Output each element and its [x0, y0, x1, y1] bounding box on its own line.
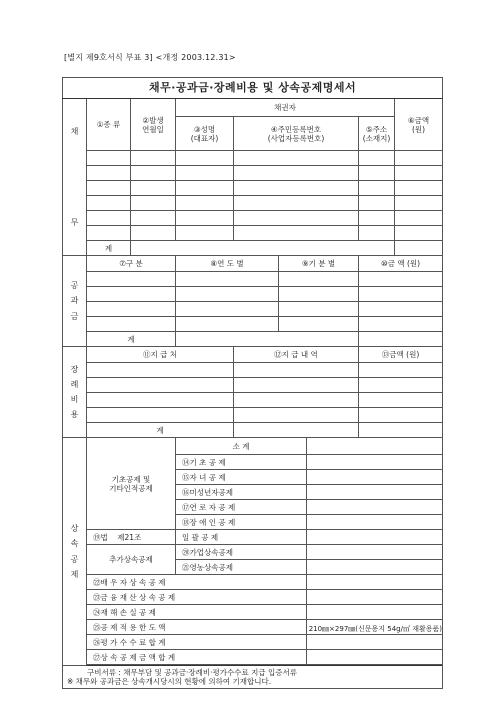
spouse-deduction-label: ㉒배 우 자 상 속 공 제 [87, 575, 307, 590]
tax-type-header: ⑦구 분 [87, 256, 176, 272]
deduction-label: 상 속 공 제 [70, 524, 79, 579]
tax-amount-field[interactable] [359, 302, 443, 317]
creditor-name-header: ③성명 (대표자) [176, 117, 234, 151]
deduction-section-label [63, 438, 87, 666]
creditor-regno-field[interactable] [234, 196, 359, 211]
deduction-subtotal-amount[interactable] [307, 438, 443, 455]
debt-type-field[interactable] [87, 181, 131, 196]
debt-amount-field[interactable] [395, 211, 443, 226]
table-row [63, 302, 443, 317]
farming-deduction-label: ㉑영농상속공제 [176, 560, 307, 575]
disaster-loss-deduction-label: ㉔재 해 손 실 공 제 [87, 605, 307, 620]
debt-type-field[interactable] [87, 151, 131, 166]
tax-period-field[interactable] [279, 272, 359, 287]
debt-type-field[interactable] [87, 211, 131, 226]
funeral-detail-field[interactable] [234, 363, 359, 378]
funeral-detail-header: ⑫지 급 내 역 [234, 347, 359, 363]
debt-date-field[interactable] [131, 151, 176, 166]
funeral-amount-field[interactable] [359, 408, 443, 423]
debt-date-field[interactable] [131, 181, 176, 196]
paper-size-note: 210㎜×297㎜(신문용지 54g/㎡ 재활용품) [308, 625, 442, 633]
debt-date-field[interactable] [131, 166, 176, 181]
tax-amount-header: ⑩금 액 (원) [359, 256, 443, 272]
funeral-payee-field[interactable] [87, 408, 234, 423]
table-row [63, 317, 443, 332]
funeral-payee-field[interactable] [87, 363, 234, 378]
funeral-total-amount[interactable] [359, 423, 443, 438]
basic-deduction-group: 기초공제 및 기타인적공제 [87, 438, 176, 530]
tax-amount-field[interactable] [359, 317, 443, 332]
creditor-name-field[interactable] [176, 151, 234, 166]
debt-date-field[interactable] [131, 211, 176, 226]
financial-asset-deduction-amount[interactable] [307, 590, 443, 605]
creditor-regno-field[interactable] [234, 211, 359, 226]
farming-deduction-amount[interactable] [307, 560, 443, 575]
debt-total-blank [131, 241, 395, 256]
debt-amount-field[interactable] [395, 226, 443, 241]
basic-deduction-amount[interactable] [307, 455, 443, 470]
debt-section-label [63, 99, 87, 256]
funeral-total-label: 계 [87, 423, 234, 438]
tax-type-field[interactable] [87, 272, 176, 287]
table-row [63, 408, 443, 423]
form-title: 채무·공과금·장례비용 및 상속공제명세서 [63, 78, 443, 99]
tax-amount-field[interactable] [359, 287, 443, 302]
tax-year-field[interactable] [176, 302, 279, 317]
tax-amount-field[interactable] [359, 272, 443, 287]
funeral-amount-field[interactable] [359, 363, 443, 378]
creditor-regno-field[interactable] [234, 181, 359, 196]
table-row [63, 196, 443, 211]
debt-amount-field[interactable] [395, 196, 443, 211]
debt-label: 채 무 [70, 126, 79, 227]
debt-amount-field[interactable] [395, 181, 443, 196]
required-documents-note: 구비서류 : 채무부담 및 공과금·장례비·평가수수료 지급 입증서류 [87, 668, 297, 677]
creditor-regno-header: ④주민등록번호 (사업자등록번호) [234, 117, 359, 151]
deduction-limit-label: ㉕공 제 적 용 한 도 액 [87, 620, 307, 635]
lump-sum-law-label: ⑲법 제21조 [87, 530, 176, 545]
table-row [63, 393, 443, 408]
form-notes [63, 666, 443, 689]
creditor-address-field[interactable] [359, 211, 395, 226]
tax-total-blank [176, 332, 359, 347]
family-business-deduction-label: ⑳가업상속공제 [176, 545, 307, 560]
tax-type-field[interactable] [87, 302, 176, 317]
tax-period-field[interactable] [279, 317, 359, 332]
debt-type-header: ①종 류 [87, 99, 131, 151]
creditor-address-header: ⑤주소 (소재지) [359, 117, 395, 151]
elderly-deduction-amount[interactable] [307, 500, 443, 515]
funeral-amount-header: ⑬금액 (원) [359, 347, 443, 363]
disabled-deduction-label: ⑱장 애 인 공 제 [176, 515, 307, 530]
tax-period-header: ⑨기 분 별 [279, 256, 359, 272]
creditor-address-field[interactable] [359, 196, 395, 211]
lump-sum-deduction-amount[interactable] [307, 530, 443, 545]
financial-asset-deduction-label: ㉓금 융 재 산 상 속 공 제 [87, 590, 307, 605]
table-row [63, 211, 443, 226]
creditor-name-field[interactable] [176, 181, 234, 196]
funeral-detail-field[interactable] [234, 378, 359, 393]
debt-date-field[interactable] [131, 226, 176, 241]
creditor-regno-field[interactable] [234, 166, 359, 181]
basic-deduction-label: ⑭기 초 공 제 [176, 455, 307, 470]
statement-form [62, 77, 443, 689]
funeral-amount-field[interactable] [359, 393, 443, 408]
creditor-name-field[interactable] [176, 226, 234, 241]
debt-amount-field[interactable] [395, 151, 443, 166]
minor-deduction-amount[interactable] [307, 485, 443, 500]
creditor-name-field[interactable] [176, 166, 234, 181]
creditor-address-field[interactable] [359, 151, 395, 166]
table-row [63, 363, 443, 378]
funeral-payee-header: ⑪지 급 처 [87, 347, 234, 363]
debt-total-label: 계 [87, 241, 131, 256]
creditor-address-field[interactable] [359, 226, 395, 241]
tax-label: 공 과 금 [70, 281, 79, 321]
tax-period-field[interactable] [279, 302, 359, 317]
form-header-note: [별지 제9호서식 부표 3] <개정 2003.12.31> [64, 53, 236, 62]
debt-amount-header: ⑥금액 (원) [395, 99, 443, 151]
elderly-deduction-label: ⑰연 로 자 공 제 [176, 500, 307, 515]
creditor-name-field[interactable] [176, 211, 234, 226]
debt-type-field[interactable] [87, 226, 131, 241]
appraisal-fee-total-amount[interactable] [307, 635, 443, 650]
disabled-deduction-amount[interactable] [307, 515, 443, 530]
tax-section-label [63, 256, 87, 347]
children-deduction-amount[interactable] [307, 470, 443, 485]
debt-date-field[interactable] [131, 196, 176, 211]
table-row [63, 151, 443, 166]
creditor-name-field[interactable] [176, 196, 234, 211]
funeral-amount-field[interactable] [359, 378, 443, 393]
tax-type-field[interactable] [87, 317, 176, 332]
appraisal-fee-total-label: ㉖평 가 수 수 료 합 계 [87, 635, 307, 650]
table-row [63, 226, 443, 241]
spouse-deduction-amount[interactable] [307, 575, 443, 590]
tax-total-label: 계 [87, 332, 176, 347]
funeral-section-label [63, 347, 87, 438]
tax-year-field[interactable] [176, 287, 279, 302]
deduction-subtotal-label: 소 계 [176, 438, 307, 455]
debt-total-amount[interactable] [395, 241, 443, 256]
deduction-grand-total-label: ㉗상 속 공 제 금 액 합 계 [87, 650, 307, 665]
tax-total-amount[interactable] [359, 332, 443, 347]
funeral-detail-field[interactable] [234, 393, 359, 408]
debt-tax-note: ※ 채무와 공과금은 상속개시당시의 현황에 의하여 기재합니다. [67, 677, 272, 686]
debt-amount-field[interactable] [395, 166, 443, 181]
debt-type-field[interactable] [87, 196, 131, 211]
children-deduction-label: ⑮자 녀 공 제 [176, 470, 307, 485]
tax-year-field[interactable] [176, 272, 279, 287]
funeral-label: 장 례 비 용 [70, 364, 79, 420]
tax-year-field[interactable] [176, 317, 279, 332]
table-row [63, 378, 443, 393]
table-row [63, 287, 443, 302]
funeral-payee-field[interactable] [87, 378, 234, 393]
disaster-loss-deduction-amount[interactable] [307, 605, 443, 620]
table-row [63, 181, 443, 196]
table-row [63, 272, 443, 287]
lump-sum-deduction-label: 일 괄 공 제 [176, 530, 307, 545]
tax-type-field[interactable] [87, 287, 176, 302]
debt-type-field[interactable] [87, 166, 131, 181]
creditor-regno-field[interactable] [234, 151, 359, 166]
funeral-payee-field[interactable] [87, 393, 234, 408]
additional-deduction-group: 추가상속공제 [87, 545, 176, 575]
creditor-group-header: 채권자 [176, 99, 395, 117]
funeral-total-blank [234, 423, 359, 438]
family-business-deduction-amount[interactable] [307, 545, 443, 560]
minor-deduction-label: ⑯미성년자공제 [176, 485, 307, 500]
table-row [63, 166, 443, 181]
creditor-address-field[interactable] [359, 181, 395, 196]
creditor-address-field[interactable] [359, 166, 395, 181]
funeral-detail-field[interactable] [234, 408, 359, 423]
deduction-grand-total-amount[interactable] [307, 650, 443, 665]
tax-period-field[interactable] [279, 287, 359, 302]
debt-date-header: ②발생 연월일 [131, 99, 176, 151]
creditor-regno-field[interactable] [234, 226, 359, 241]
tax-year-header: ⑧연 도 별 [176, 256, 279, 272]
